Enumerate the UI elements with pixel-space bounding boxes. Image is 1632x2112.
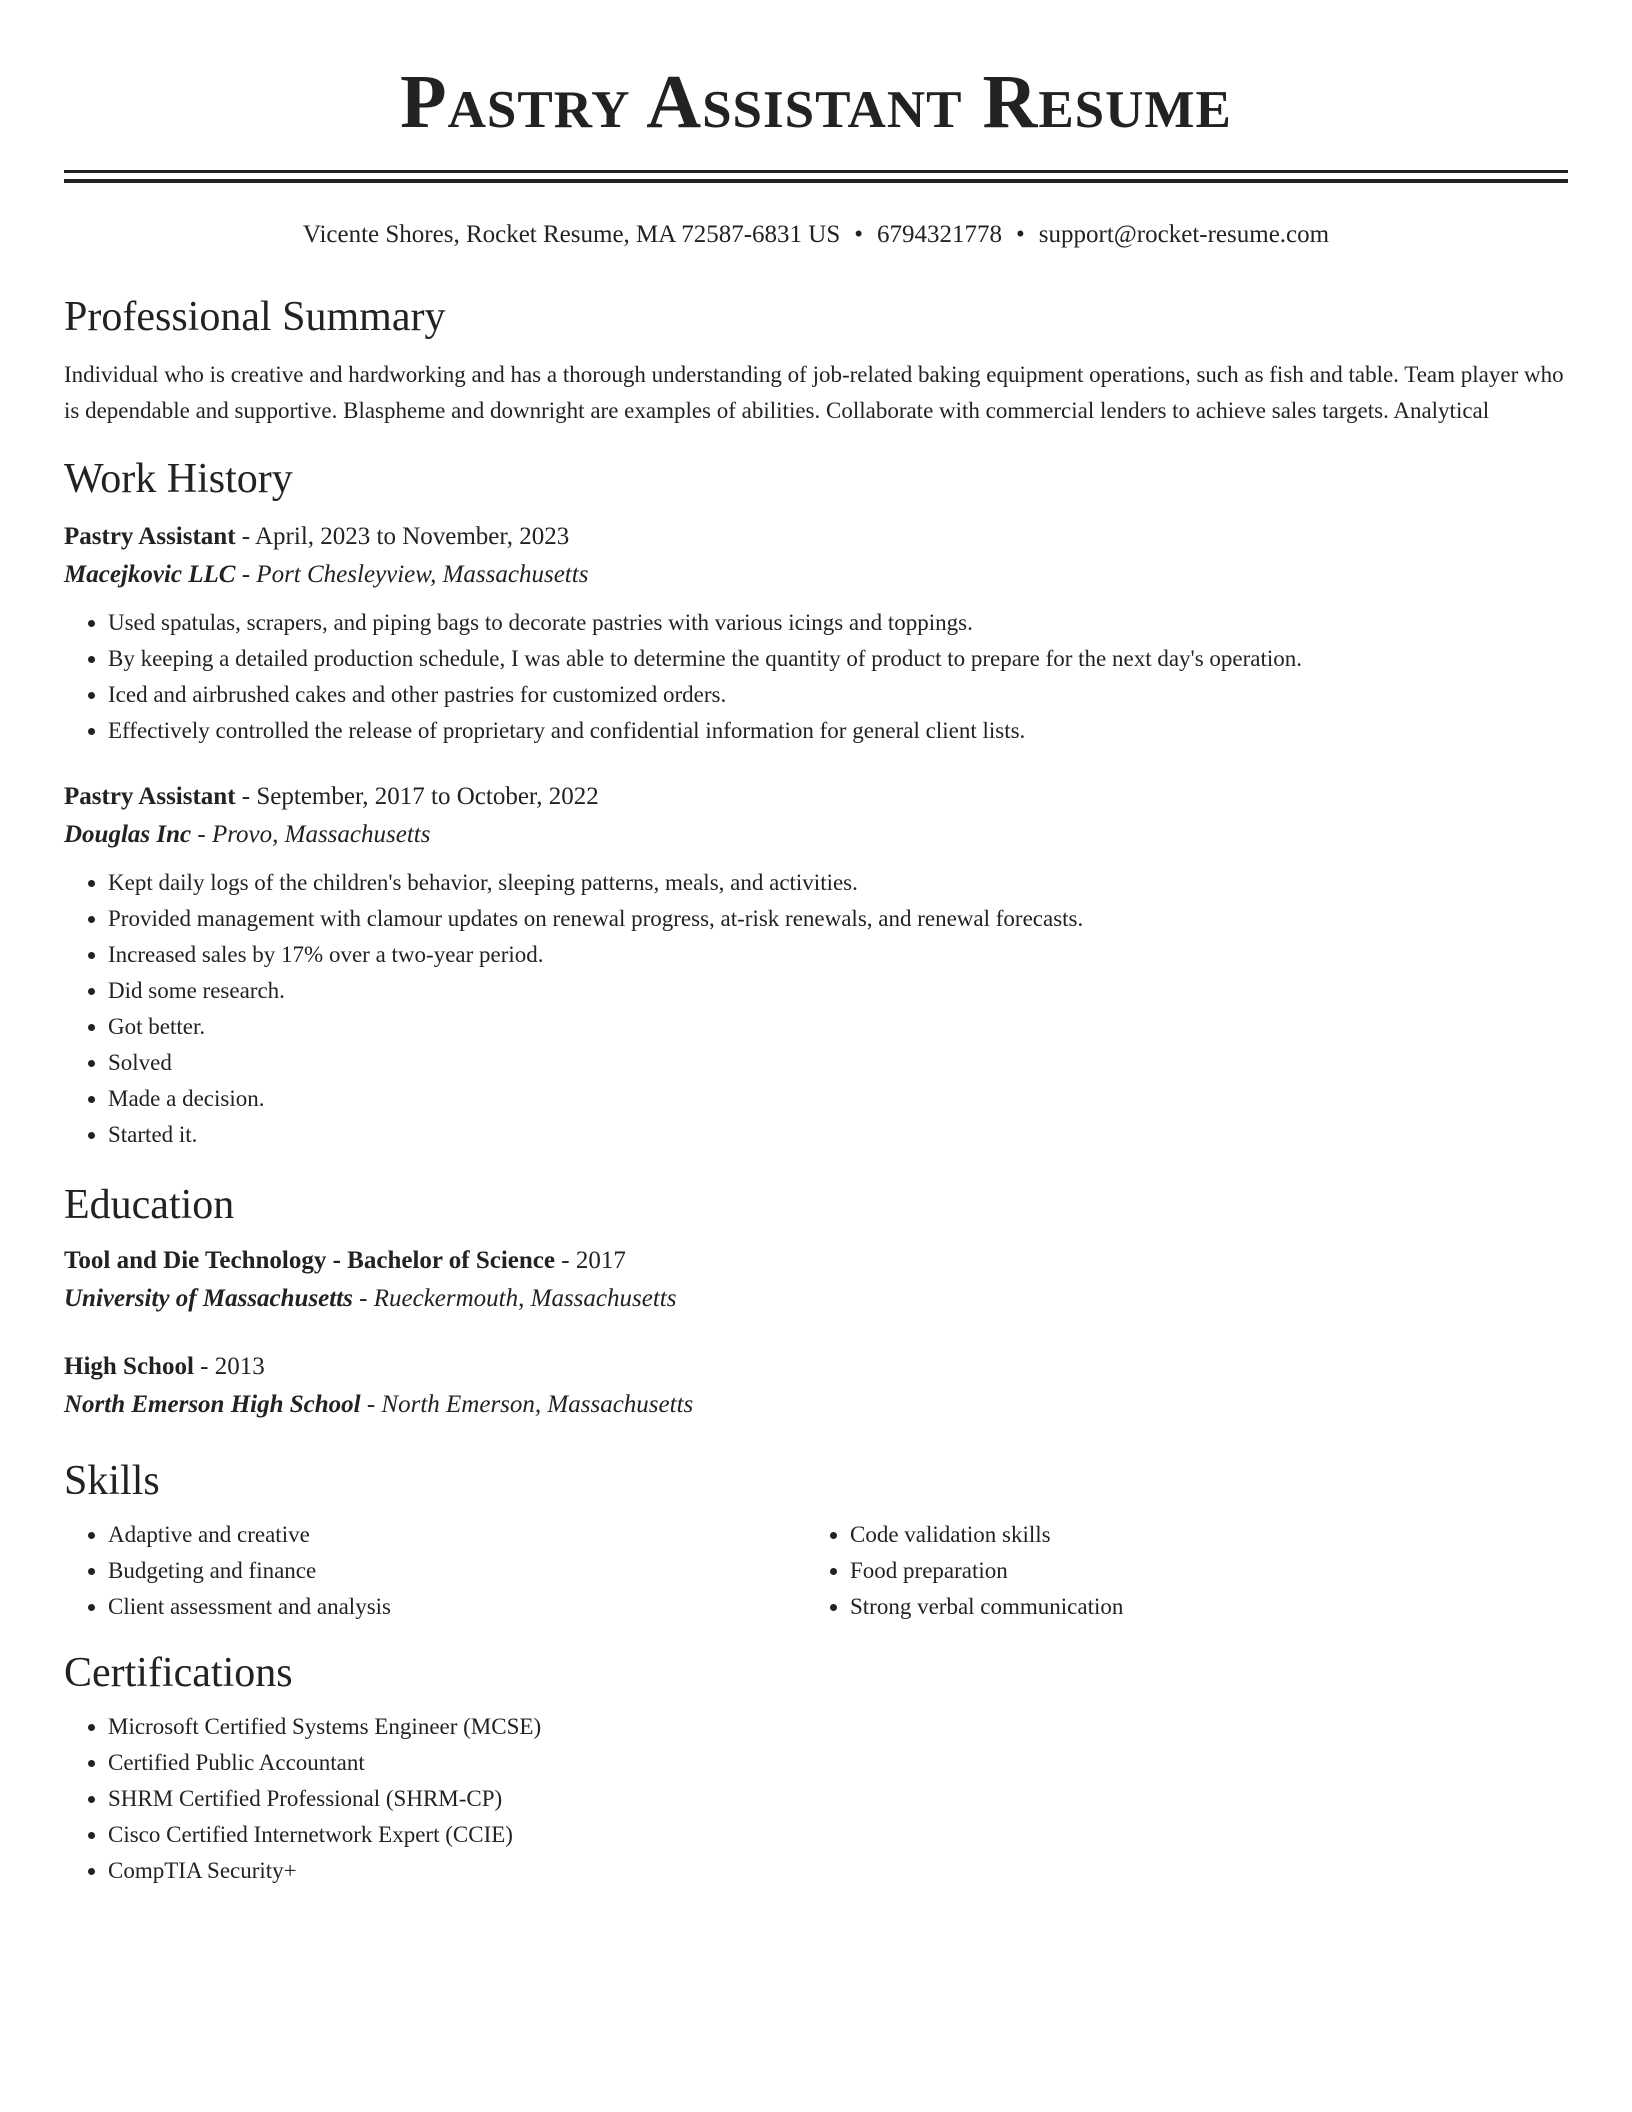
job-duty: • Made a decision. bbox=[108, 1081, 1568, 1117]
contact-email: support@rocket-resume.com bbox=[1038, 221, 1330, 248]
job-employer bbox=[64, 815, 1568, 855]
skills-list bbox=[806, 1517, 1548, 1625]
education-heading: Education bbox=[64, 1182, 235, 1228]
skill-item: • Budgeting and finance bbox=[108, 1553, 806, 1589]
job-duty: • Started it. bbox=[108, 1117, 1568, 1153]
job-location: - Provo, Massachusetts bbox=[191, 821, 431, 848]
education-location: - North Emerson, Massachusetts bbox=[360, 1391, 694, 1418]
job-entry bbox=[64, 779, 1568, 1153]
job-duty: • By keeping a detailed production schedule, I was able to determine the quantity of product to prepare for the next day's operation. bbox=[108, 641, 1568, 677]
education-institution bbox=[64, 1279, 1568, 1319]
title-divider-top bbox=[64, 170, 1568, 173]
skill-item: • Strong verbal communication bbox=[850, 1589, 1548, 1625]
job-duty: • Kept daily logs of the children's behavior, sleeping patterns, meals, and activities. bbox=[108, 865, 1568, 901]
job-duties-list bbox=[64, 605, 1568, 749]
education-institution bbox=[64, 1385, 1568, 1425]
title-divider-bottom bbox=[64, 179, 1568, 183]
job-company: Douglas Inc bbox=[64, 821, 192, 848]
job-duty: • Iced and airbrushed cakes and other pastries for customized orders. bbox=[108, 677, 1568, 713]
resume-title: Pastry Assistant Resume bbox=[400, 60, 1232, 144]
job-duty: • Got better. bbox=[108, 1009, 1568, 1045]
contact-address: Vicente Shores, Rocket Resume, MA 72587-6831 US bbox=[302, 221, 841, 248]
job-title: Pastry Assistant bbox=[64, 783, 236, 810]
education-degree: High School bbox=[64, 1353, 194, 1380]
certification-item: • Microsoft Certified Systems Engineer (MCSE) bbox=[108, 1709, 1568, 1745]
education-year: - 2017 bbox=[555, 1247, 626, 1274]
skill-item: • Food preparation bbox=[850, 1553, 1548, 1589]
skills-column-right bbox=[806, 1507, 1548, 1625]
summary-heading: Professional Summary bbox=[64, 294, 446, 340]
job-location: - Port Chesleyview, Massachusetts bbox=[235, 561, 589, 588]
job-duty: • Used spatulas, scrapers, and piping bags to decorate pastries with various icings and toppings. bbox=[108, 605, 1568, 641]
job-header bbox=[64, 779, 1568, 815]
skills-heading: Skills bbox=[64, 1458, 160, 1504]
skills-list bbox=[64, 1517, 806, 1625]
certification-item: • SHRM Certified Professional (SHRM-CP) bbox=[108, 1781, 1568, 1817]
job-employer bbox=[64, 555, 1568, 595]
summary-text: Individual who is creative and hardworking and has a thorough understanding of job-related baking equipment operations, such as fish and table. Team player who is dependable and supportive. Blaspheme and downright are examples of abilities. Collaborate with commercial lenders to achieve sales targets. Analytical bbox=[64, 362, 1564, 423]
education-header bbox=[64, 1243, 1568, 1279]
contact-phone: 6794321778 bbox=[877, 221, 1003, 248]
skill-item: • Code validation skills bbox=[850, 1517, 1548, 1553]
job-duty: • Increased sales by 17% over a two-year period. bbox=[108, 937, 1568, 973]
certification-item: • Certified Public Accountant bbox=[108, 1745, 1568, 1781]
job-duty: • Did some research. bbox=[108, 973, 1568, 1009]
job-duties-list bbox=[64, 865, 1568, 1153]
certifications-heading: Certifications bbox=[64, 1650, 293, 1696]
job-dates: - April, 2023 to November, 2023 bbox=[235, 523, 570, 550]
education-school: University of Massachusetts bbox=[64, 1285, 353, 1312]
resume-page bbox=[64, 0, 1568, 1889]
job-company: Macejkovic LLC bbox=[64, 561, 236, 588]
education-header bbox=[64, 1349, 1568, 1385]
education-location: - Rueckermouth, Massachusetts bbox=[352, 1285, 677, 1312]
education-entry bbox=[64, 1243, 1568, 1319]
skill-item: • Client assessment and analysis bbox=[108, 1589, 806, 1625]
job-title: Pastry Assistant bbox=[64, 523, 236, 550]
job-dates: - September, 2017 to October, 2022 bbox=[235, 783, 599, 810]
skills-grid bbox=[64, 1507, 1568, 1625]
contact-separator: • bbox=[1016, 221, 1025, 248]
education-year: - 2013 bbox=[193, 1353, 265, 1380]
job-header bbox=[64, 519, 1568, 555]
job-duty: • Effectively controlled the release of proprietary and confidential information for general client lists. bbox=[108, 713, 1568, 749]
education-entry bbox=[64, 1349, 1568, 1425]
contact-separator: • bbox=[854, 221, 864, 248]
skill-item: • Adaptive and creative bbox=[108, 1517, 806, 1553]
certification-item: • CompTIA Security+ bbox=[108, 1853, 1568, 1889]
certifications-list bbox=[64, 1709, 1568, 1889]
education-degree: Tool and Die Technology - Bachelor of Science bbox=[64, 1247, 556, 1274]
certification-item: • Cisco Certified Internetwork Expert (CCIE) bbox=[108, 1817, 1568, 1853]
job-duty: • Solved bbox=[108, 1045, 1568, 1081]
education-school: North Emerson High School bbox=[64, 1391, 361, 1418]
job-entry bbox=[64, 519, 1568, 749]
job-duty: • Provided management with clamour updates on renewal progress, at-risk renewals, and renewal forecasts. bbox=[108, 901, 1568, 937]
contact-line bbox=[64, 219, 1568, 251]
work-history-heading: Work History bbox=[64, 456, 293, 502]
skills-column-left bbox=[64, 1507, 806, 1625]
